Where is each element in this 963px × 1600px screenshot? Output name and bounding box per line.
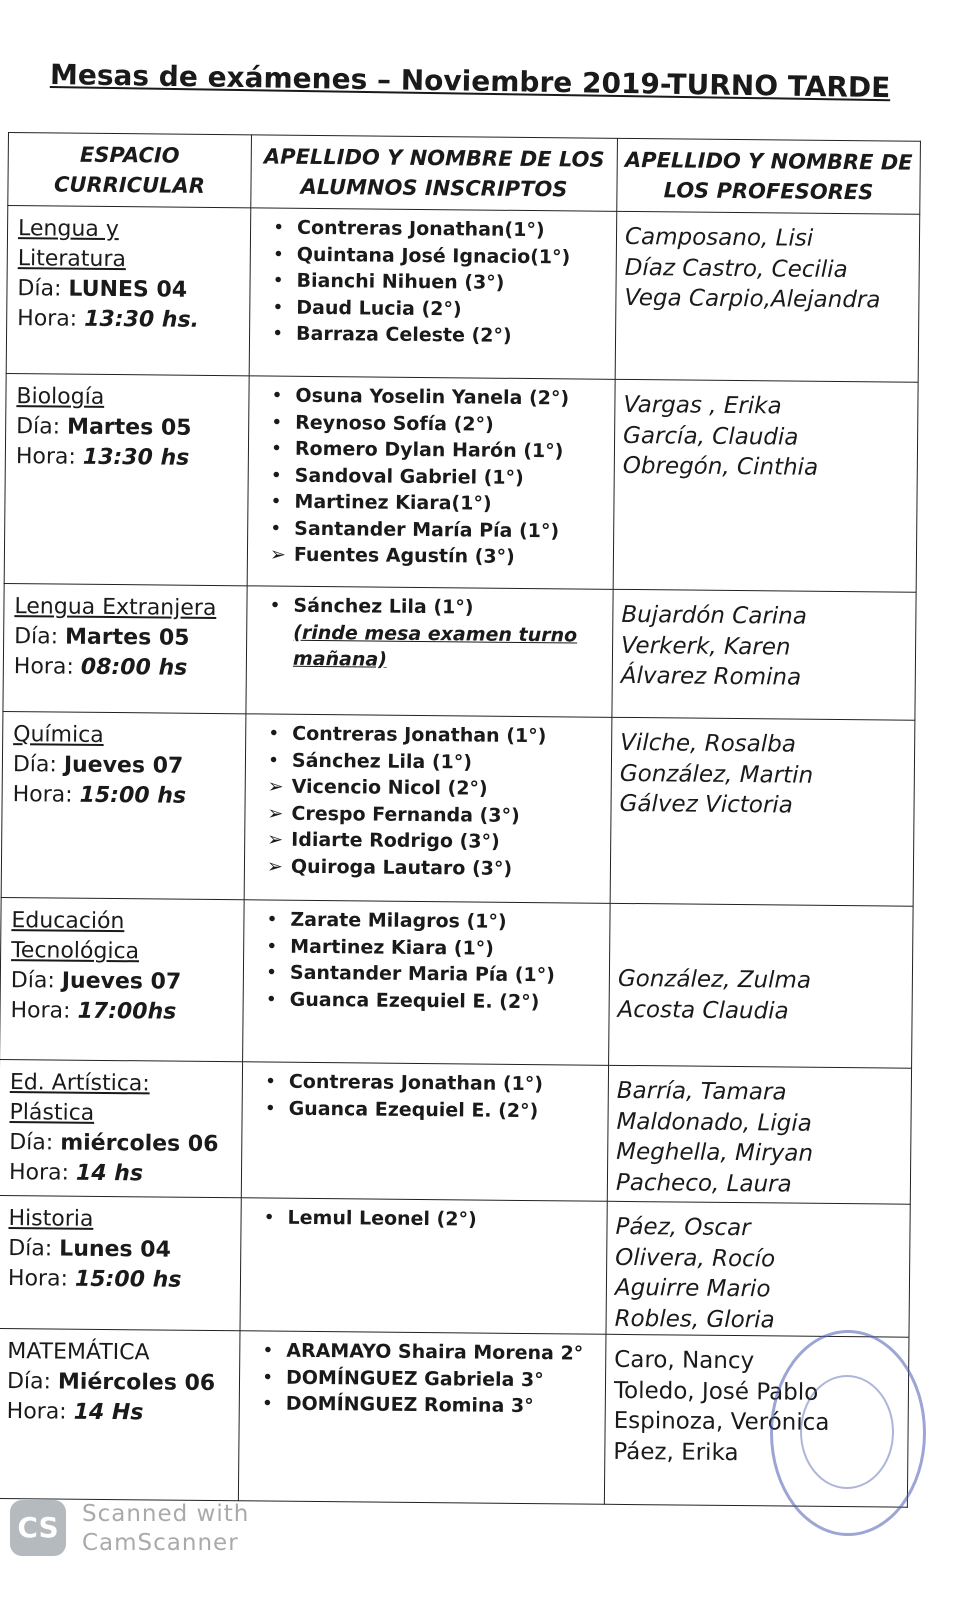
table-row <box>0 1195 910 1337</box>
bullet-icon: • <box>261 1365 274 1389</box>
student-name: DOMÍNGUEZ Romina 3° <box>285 1392 534 1418</box>
subject-cell <box>0 1328 240 1500</box>
hour-label: Hora: <box>6 1399 67 1425</box>
professor-name: Toledo, José Pablo <box>613 1377 819 1406</box>
student-name: Sandoval Gabriel (1°) <box>294 464 524 489</box>
hour-label: Hora: <box>12 782 73 808</box>
student-item <box>259 214 616 244</box>
exam-day <box>8 1234 240 1266</box>
student-item <box>254 747 611 777</box>
student-name: Santander Maria Pía (1°) <box>289 961 555 987</box>
student-item <box>253 853 610 883</box>
professor-name: Meghella, Miryan <box>616 1138 814 1167</box>
professor-name: Vargas , Erika <box>623 391 782 420</box>
student-item <box>257 409 614 439</box>
professor-name: Aguirre Mario <box>614 1274 771 1303</box>
student-name: Idiarte Rodrigo (3°) <box>291 828 500 853</box>
student-item <box>253 800 610 830</box>
student-item <box>255 592 612 622</box>
subject-cell <box>3 583 247 713</box>
bullet-icon: • <box>266 908 278 931</box>
subject-cell <box>4 373 249 585</box>
professors-list <box>615 380 918 484</box>
arrow-bullet-icon: ➢ <box>267 775 284 798</box>
students-list <box>244 900 610 1015</box>
subject-name: Ed. Artística: <box>9 1070 150 1097</box>
student-item <box>254 720 611 750</box>
student-item <box>248 1337 605 1367</box>
hour-value: 14 Hs <box>73 1399 144 1426</box>
professors-cell <box>609 903 914 1068</box>
professor-name: Camposano, Lisi <box>624 223 814 252</box>
student-name: Fuentes Agustín (3°) <box>293 543 515 568</box>
bullet-icon: • <box>265 988 278 1011</box>
day-value: Miércoles 06 <box>57 1369 216 1397</box>
professor-name: Caro, Nancy <box>614 1346 755 1375</box>
bullet-icon: • <box>269 594 281 617</box>
hour-label: Hora: <box>17 306 78 332</box>
professors-list <box>609 904 912 1028</box>
exam-day <box>7 1367 239 1399</box>
professor-name: Gálvez Victoria <box>619 790 793 819</box>
subject-cell <box>0 1195 241 1330</box>
arrow-bullet-icon: ➢ <box>267 802 284 825</box>
bullet-icon: • <box>271 411 283 434</box>
exam-day <box>14 622 246 654</box>
student-name: DOMÍNGUEZ Gabriela 3° <box>285 1366 544 1391</box>
student-name: Contreras Jonathan (1°) <box>288 1070 544 1096</box>
exam-hour <box>17 304 249 336</box>
hour-value: 08:00 hs <box>80 654 188 681</box>
professors-list <box>616 212 919 316</box>
student-name: Contreras Jonathan(1°) <box>296 216 545 242</box>
bullet-icon: • <box>270 437 283 460</box>
student-name: Martinez Kiara (1°) <box>290 935 495 960</box>
exam-hour <box>12 780 244 812</box>
bullet-icon: • <box>261 1392 274 1415</box>
student-item <box>259 241 616 271</box>
professors-cell <box>615 211 920 382</box>
day-value: Martes 05 <box>64 624 190 651</box>
hour-value: 13:30 hs. <box>84 306 200 333</box>
students-list <box>241 1198 606 1234</box>
bullet-icon: • <box>264 1097 276 1120</box>
header-profesores: APELLIDO Y NOMBRE DE LOS PROFESORES <box>617 138 921 214</box>
exam-day <box>13 750 245 782</box>
student-name: Contreras Jonathan (1°) <box>292 722 547 748</box>
student-item <box>252 906 609 936</box>
student-item <box>248 1364 605 1394</box>
subject-cell <box>0 897 244 1061</box>
student-item <box>257 382 614 412</box>
student-name: Lemul Leonel (2°) <box>287 1206 477 1231</box>
student-name: Sánchez Lila (1°) <box>293 594 474 619</box>
subject-name: Química <box>13 722 104 748</box>
student-name: Daud Lucia (2°) <box>296 296 462 320</box>
professor-name: Obregón, Cinthia <box>622 452 819 481</box>
students-cell <box>246 586 613 718</box>
exam-hour <box>16 442 248 474</box>
table-row <box>4 373 918 592</box>
student-name: Barraza Celeste (2°) <box>295 322 512 347</box>
day-value: miércoles 06 <box>60 1130 219 1158</box>
professors-cell <box>607 1065 911 1204</box>
table-row <box>0 897 913 1068</box>
day-label: Día: <box>9 1130 54 1156</box>
day-label: Día: <box>17 276 62 302</box>
subject-name: Historia <box>8 1206 94 1232</box>
bullet-icon: • <box>266 935 278 958</box>
professors-cell <box>610 717 915 906</box>
students-list <box>250 208 616 350</box>
professor-name: Bujardón Carina <box>621 601 808 630</box>
student-item <box>258 320 615 350</box>
professor-name: González, Zulma <box>617 965 812 994</box>
students-cell <box>244 714 612 904</box>
student-name: Santander María Pía (1°) <box>294 517 560 542</box>
hour-value: 13:30 hs <box>82 444 190 471</box>
students-cell <box>241 1062 608 1202</box>
students-list <box>248 376 615 571</box>
bullet-icon: • <box>263 1206 275 1229</box>
hour-value: 15:00 hs <box>74 1266 182 1293</box>
student-name: Zarate Milagros (1°) <box>290 908 507 933</box>
student-item <box>256 488 613 518</box>
subject-name: MATEMÁTICA <box>7 1339 150 1366</box>
student-name: ARAMAYO Shaira Morena 2° <box>286 1339 584 1365</box>
day-value: Martes 05 <box>67 414 192 441</box>
professors-list <box>613 590 916 694</box>
student-item <box>253 826 610 856</box>
bullet-icon: • <box>272 243 285 266</box>
school-seal-inner-ring <box>800 1375 894 1489</box>
student-name: Reynoso Sofía (2°) <box>295 411 494 436</box>
professors-cell <box>613 379 918 592</box>
subject-cell <box>6 206 251 376</box>
student-name: Martinez Kiara(1°) <box>294 490 492 515</box>
student-item <box>249 1204 606 1234</box>
professors-cell <box>612 589 916 720</box>
table-row <box>6 206 920 383</box>
bullet-icon: • <box>262 1339 274 1362</box>
bullet-icon: • <box>270 490 282 513</box>
subject-name: Educación <box>11 908 125 935</box>
bullet-icon: • <box>272 296 284 319</box>
arrow-bullet-icon: ➢ <box>269 543 286 566</box>
professor-name: Páez, Oscar <box>615 1213 751 1242</box>
professors-cell <box>606 1201 910 1337</box>
page-title: Mesas de exámenes – Noviembre 2019-TURNO TARDE <box>49 58 891 105</box>
exam-day <box>9 1128 241 1160</box>
subject-name: Tecnológica <box>11 938 140 965</box>
student-note: (rinde mesa examen turno mañana) <box>292 621 578 671</box>
professor-name: Álvarez Romina <box>620 662 802 691</box>
student-name: Bianchi Nihuen (3°) <box>296 269 505 294</box>
table-row <box>3 583 916 720</box>
student-item <box>256 515 613 545</box>
professors-list <box>608 1066 911 1201</box>
students-cell <box>243 900 611 1066</box>
professor-name: García, Claudia <box>622 422 799 451</box>
day-value: Jueves 07 <box>63 752 184 779</box>
exam-schedule-table <box>0 132 921 1508</box>
bullet-icon: • <box>271 322 284 345</box>
subject-name: Plástica <box>9 1100 95 1126</box>
students-list <box>243 1062 609 1125</box>
camscanner-logo-icon: CS <box>10 1500 66 1556</box>
day-label: Día: <box>8 1236 53 1262</box>
student-item <box>252 986 609 1016</box>
student-name: Vicencio Nicol (2°) <box>291 775 488 800</box>
exam-schedule-sheet <box>0 132 938 1508</box>
hour-value: 17:00hs <box>77 998 177 1025</box>
student-item <box>254 773 611 803</box>
professor-name: Robles, Gloria <box>614 1305 775 1333</box>
student-item <box>258 294 615 324</box>
arrow-bullet-icon: ➢ <box>267 828 284 851</box>
day-label: Día: <box>6 1369 52 1395</box>
student-item <box>251 1068 608 1098</box>
professor-name: Espinoza, Verónica <box>613 1407 830 1436</box>
students-cell <box>240 1198 607 1335</box>
exam-hour <box>9 1158 241 1190</box>
students-cell <box>247 376 615 590</box>
watermark-line-1: Scanned with <box>82 1501 250 1527</box>
professor-name: Olivera, Rocío <box>615 1244 776 1272</box>
professor-name: Páez, Erika <box>613 1438 739 1466</box>
subject-name: Biología <box>16 384 105 410</box>
student-item <box>252 933 609 963</box>
day-value: LUNES 04 <box>68 276 188 303</box>
bullet-icon: • <box>264 1070 277 1093</box>
hour-label: Hora: <box>8 1160 70 1186</box>
exam-hour <box>14 652 246 684</box>
hour-label: Hora: <box>10 998 71 1024</box>
professor-name: Verkerk, Karen <box>620 632 791 661</box>
exam-hour <box>7 1397 239 1429</box>
professor-name: González, Martin <box>619 760 814 789</box>
hour-value: 15:00 hs <box>79 782 187 809</box>
table-header-row <box>8 133 921 215</box>
students-list <box>245 714 612 882</box>
professor-name: Pacheco, Laura <box>615 1169 792 1198</box>
hour-value: 14 hs <box>75 1160 144 1187</box>
students-cell <box>238 1331 606 1505</box>
students-cell <box>249 208 617 380</box>
professor-name: Maldonado, Ligia <box>616 1108 812 1137</box>
exam-day <box>17 274 249 306</box>
student-name: Quiroga Lautaro (3°) <box>290 855 513 880</box>
header-espacio-curricular: ESPACIO CURRICULAR <box>8 133 252 208</box>
exam-hour <box>10 996 242 1028</box>
students-list <box>247 586 612 622</box>
professor-name: Barría, Tamara <box>616 1077 787 1106</box>
student-item <box>257 435 614 465</box>
student-name: Guanca Ezequiel E. (2°) <box>289 988 540 1013</box>
student-item <box>252 959 609 989</box>
exam-day <box>11 966 243 998</box>
bullet-icon: • <box>272 216 285 239</box>
day-value: Lunes 04 <box>59 1236 171 1263</box>
hour-label: Hora: <box>13 654 74 680</box>
exam-day <box>16 412 248 444</box>
bullet-icon: • <box>272 269 284 292</box>
professor-name: Díaz Castro, Cecilia <box>624 254 848 283</box>
bullet-icon: • <box>265 961 278 984</box>
students-list <box>240 1331 606 1420</box>
professor-name: Vega Carpio,Alejandra <box>624 284 881 314</box>
day-label: Día: <box>16 414 61 440</box>
student-item <box>256 541 613 571</box>
professors-list <box>611 718 914 822</box>
hour-label: Hora: <box>15 444 76 470</box>
hour-label: Hora: <box>7 1266 69 1292</box>
student-name: Guanca Ezequiel E. (2°) <box>288 1097 539 1122</box>
student-item <box>251 1095 608 1125</box>
professor-name: Acosta Claudia <box>617 996 789 1025</box>
subject-name: Lengua y <box>17 216 119 243</box>
bullet-icon: • <box>268 722 280 745</box>
table-row <box>1 711 915 906</box>
professors-list <box>606 1202 909 1337</box>
student-item <box>257 462 614 492</box>
camscanner-watermark <box>82 1500 249 1558</box>
header-alumnos-inscriptos: APELLIDO Y NOMBRE DE LOS ALUMNOS INSCRIPTOS <box>251 135 618 212</box>
student-name: Quintana José Ignacio(1°) <box>296 243 571 268</box>
student-item <box>248 1390 605 1420</box>
bullet-icon: • <box>270 517 282 540</box>
exam-hour <box>8 1264 240 1296</box>
student-item <box>258 267 615 297</box>
bullet-icon: • <box>267 749 280 772</box>
day-label: Día: <box>10 968 55 994</box>
subject-cell <box>0 1059 243 1197</box>
day-label: Día: <box>14 624 59 650</box>
watermark-line-2: CamScanner <box>82 1530 239 1556</box>
subject-cell <box>1 711 246 899</box>
subject-name: Lengua Extranjera <box>14 594 217 622</box>
student-name: Sánchez Lila (1°) <box>291 749 473 773</box>
subject-name: Literatura <box>17 246 127 273</box>
student-name: Osuna Yoselin Yanela (2°) <box>295 384 570 410</box>
student-name: Romero Dylan Harón (1°) <box>294 437 564 463</box>
table-row <box>0 1059 912 1204</box>
day-value: Jueves 07 <box>61 968 182 995</box>
student-name: Crespo Fernanda (3°) <box>291 802 520 827</box>
bullet-icon: • <box>270 464 283 487</box>
bullet-icon: • <box>271 384 283 407</box>
arrow-bullet-icon: ➢ <box>266 855 283 878</box>
professor-name: Vilche, Rosalba <box>620 729 797 758</box>
day-label: Día: <box>12 752 57 778</box>
